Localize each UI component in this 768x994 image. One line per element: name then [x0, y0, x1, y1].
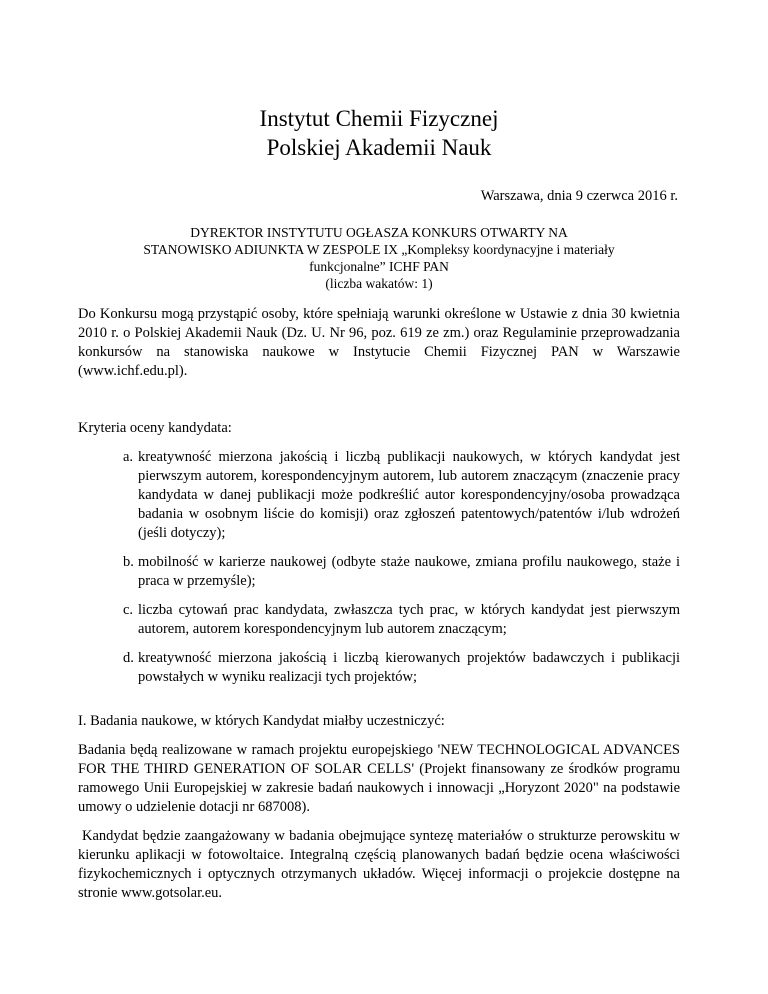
candidate-paragraph: Kandydat będzie zaangażowany w badania obejmujące syntezę materiałów o strukturze perowskitu w kierunku aplikacji w fotowoltaice. Integralną częścią planowanych badań będzie ocena właściwości fizykochemicznych i optycznych otrzymanych układów. Więcej informacji o projekcie dostępne na stronie www.gotsolar.eu.: [78, 828, 680, 901]
announcement-line-4: (liczba wakatów: 1): [325, 276, 433, 291]
research-heading: I. Badania naukowe, w których Kandydat miałby uczestniczyć:: [78, 713, 445, 729]
criteria-marker: b.: [123, 554, 134, 570]
criteria-marker: d.: [123, 650, 134, 666]
criteria-text: kreatywność mierzona jakością i liczbą publikacji naukowych, w których kandydat jest pierwszym autorem, korespondencyjnym autorem, lub autorem znaczącym (znaczenie pracy kandydata w danej publikacji może podkreślić autor korespondencyjny/osoba prowadząca badania w osobnym liście do komisji) oraz zgłoszeń patentowych/patentów i/lub wdrożeń (jeśli dotyczy);: [138, 449, 680, 541]
announcement-line-3: funkcjonalne” ICHF PAN: [309, 259, 449, 274]
criteria-item: [78, 601, 680, 639]
document-date: Warszawa, dnia 9 czerwca 2016 r.: [480, 188, 678, 204]
criteria-marker: c.: [123, 602, 134, 618]
document-body: [78, 104, 680, 903]
criteria-text: mobilność w karierze naukowej (odbyte staże naukowe, zmiana profilu naukowego, staże i praca w przemyśle);: [138, 554, 680, 589]
criteria-text: liczba cytowań prac kandydata, zwłaszcza tych prac, w których kandydat jest pierwszym autorem, autorem korespondencyjnym lub autorem znaczącym;: [138, 602, 680, 637]
criteria-text: kreatywność mierzona jakością i liczbą kierowanych projektów badawczych i publikacji powstałych w wyniku realizacji tych projektów;: [138, 650, 680, 685]
criteria-item: [78, 448, 680, 543]
intro-paragraph: Do Konkursu mogą przystąpić osoby, które spełniają warunki określone w Ustawie z dnia 30 kwietnia 2010 r. o Polskiej Akademii Nauk (Dz. U. Nr 96, poz. 619 ze zm.) oraz Regulaminie przeprowadzania konkursów na stanowiska naukowe w Instytucie Chemii Fizycznej PAN w Warszawie (www.ichf.edu.pl).: [78, 306, 680, 379]
criteria-item: [78, 649, 680, 687]
project-paragraph: Badania będą realizowane w ramach projektu europejskiego 'NEW TECHNOLOGICAL ADVANCES FOR THE THIRD GENERATION OF SOLAR CELLS' (Projekt finansowany ze środków programu ramowego Unii Europejskiej w zakresie badań naukowych i innowacji „Horyzont 2020" na podstawie umowy o udzielenie dotacji nr 687008).: [78, 742, 680, 815]
criteria-heading: Kryteria oceny kandydata:: [78, 420, 232, 436]
criteria-marker: a.: [123, 449, 134, 465]
criteria-item: [78, 553, 680, 591]
title-line-1: Instytut Chemii Fizycznej: [259, 106, 499, 131]
announcement-line-2: STANOWISKO ADIUNKTA W ZESPOLE IX „Kompleksy koordynacyjne i materiały: [143, 242, 615, 257]
criteria-list: [78, 448, 680, 687]
announcement-line-1: DYREKTOR INSTYTUTU OGŁASZA KONKURS OTWARTY NA: [190, 225, 568, 240]
announcement: [78, 224, 680, 292]
title-line-2: Polskiej Akademii Nauk: [266, 135, 492, 160]
institute-title: [78, 104, 680, 162]
